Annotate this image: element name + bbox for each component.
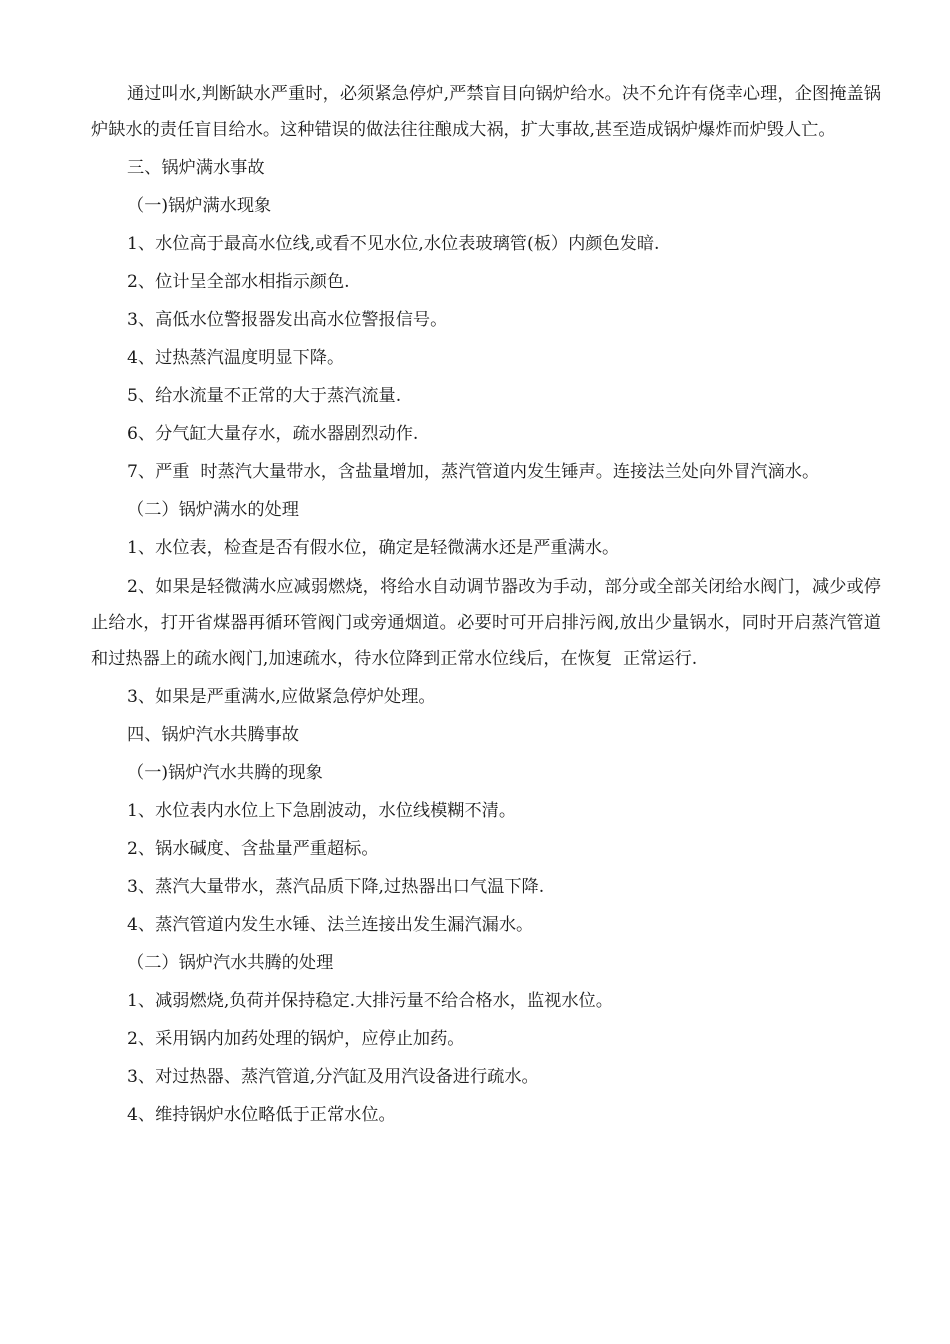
- list-item: 4、维持锅炉水位略低于正常水位。: [127, 1105, 396, 1125]
- list-item: 2、采用锅内加药处理的锅炉，应停止加药。: [127, 1029, 465, 1049]
- subheading-3-2: （二）锅炉满水的处理: [127, 500, 299, 520]
- document-body: [91, 76, 881, 1136]
- list-item: 7、严重 时蒸汽大量带水，含盐量增加，蒸汽管道内发生锤声。连接法兰处向外冒汽滴水。: [127, 462, 820, 482]
- list-item: 1、水位表内水位上下急剧波动，水位线模糊不清。: [127, 801, 517, 821]
- list-item: 6、分气缸大量存水，疏水器剧烈动作.: [127, 424, 419, 444]
- section-heading-4: 四、锅炉汽水共腾事故: [127, 725, 299, 745]
- list-item: 3、蒸汽大量带水，蒸汽品质下降,过热器出口气温下降.: [127, 877, 545, 897]
- subheading-4-2: （二）锅炉汽水共腾的处理: [127, 953, 334, 973]
- list-item: 2、位计呈全部水相指示颜色.: [127, 272, 350, 292]
- paragraph-intro: 通过叫水,判断缺水严重时，必须紧急停炉,严禁盲目向锅炉给水。决不允许有侥幸心理，企图掩盖锅炉缺水的责任盲目给水。这种错误的做法往往酿成大祸，扩大事故,甚至造成锅炉爆炸而炉毁人亡。: [91, 84, 881, 140]
- list-item: 4、过热蒸汽温度明显下降。: [127, 348, 345, 368]
- list-item: 2、锅水碱度、含盐量严重超标。: [127, 839, 379, 859]
- subheading-3-1: （一)锅炉满水现象: [127, 196, 272, 216]
- list-item: 3、高低水位警报器发出高水位警报信号。: [127, 310, 448, 330]
- list-item: 2、如果是轻微满水应减弱燃烧，将给水自动调节器改为手动，部分或全部关闭给水阀门，减少或停止给水，打开省煤器再循环管阀门或旁通烟道。必要时可开启排污阀,放出少量锅水，同时开启蒸汽管道和过热器上的疏水阀门,加速疏水，待水位降到正常水位线后，在恢复 正常运行.: [91, 577, 881, 669]
- list-item: 1、水位高于最高水位线,或看不见水位,水位表玻璃管(板）内颜色发暗.: [127, 234, 660, 254]
- subheading-4-1: （一)锅炉汽水共腾的现象: [127, 763, 323, 783]
- list-item: 4、蒸汽管道内发生水锤、法兰连接出发生漏汽漏水。: [127, 915, 534, 935]
- list-item: 3、如果是严重满水,应做紧急停炉处理。: [127, 687, 436, 707]
- list-item: 1、减弱燃烧,负荷并保持稳定.大排污量不给合格水，监视水位。: [127, 991, 613, 1011]
- list-item: 1、水位表，检查是否有假水位，确定是轻微满水还是严重满水。: [127, 538, 620, 558]
- list-item: 5、给水流量不正常的大于蒸汽流量.: [127, 386, 402, 406]
- section-heading-3: 三、锅炉满水事故: [127, 158, 265, 178]
- list-item: 3、对过热器、蒸汽管道,分汽缸及用汽设备进行疏水。: [127, 1067, 539, 1087]
